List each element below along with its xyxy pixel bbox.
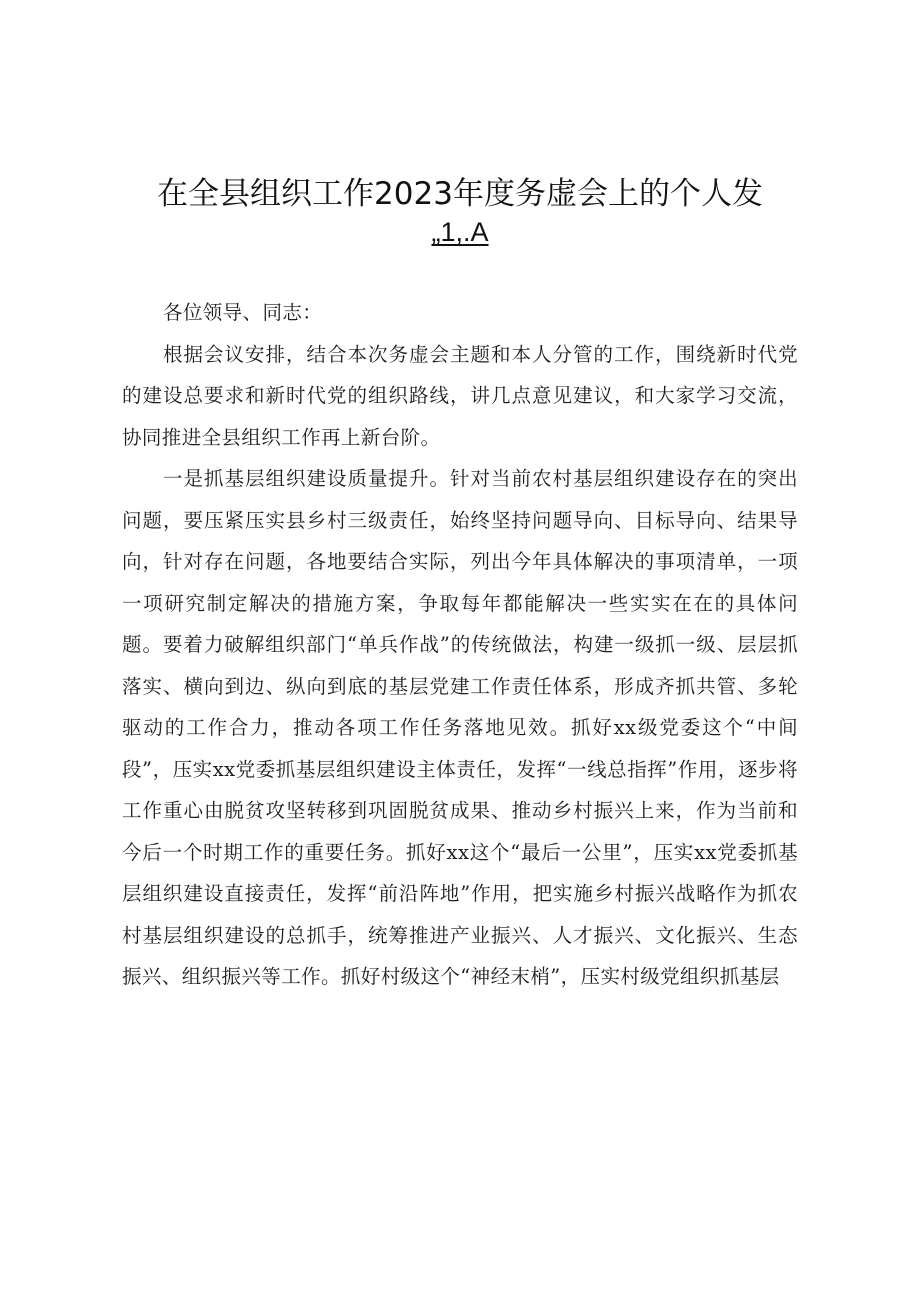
title-line-1: 在全县组织工作2023年度务虚会上的个人发 — [157, 176, 763, 212]
salutation: 各位领导、同志： — [162, 301, 323, 324]
document-title — [100, 176, 820, 251]
paragraph-point-one: 一是抓基层组织建设质量提升。针对当前农村基层组织建设存在的突出问题，要压紧压实县乡村三级责任，始终坚持问题导向、目标导向、结果导向，针对存在问题，各地要结合实际，列出今年具体解决的事项清单，一项一项研究制定解决的措施方案，争取每年都能解决一些实实在在的具体问题。要着力破解组织部门“单兵作战”的传统做法，构建一级抓一级、层层抓落实、横向到边、纵向到底的基层党建工作责任体系，形成齐抓共管、多轮驱动的工作合力，推动各项工作任务落地见效。抓好xx级党委这个“中间段”，压实xx党委抓基层组织建设主体责任，发挥“一线总指挥”作用，逐步将工作重心由脱贫攻坚转移到巩固脱贫成果、推动乡村振兴上来，作为当前和今后一个时期工作的重要任务。抓好xx这个“最后一公里”，压实xx党委抓基层组织建设直接责任，发挥“前沿阵地”作用，把实施乡村振兴战略作为抓农村基层组织建设的总抓手，统筹推进产业振兴、人才振兴、文化振兴、生态振兴、组织振兴等工作。抓好村级这个“神经末梢”，压实村级党组织抓基层 — [122, 467, 798, 988]
paragraph-intro: 根据会议安排，结合本次务虚会主题和本人分管的工作，围绕新时代党的建设总要求和新时代党的组织路线，讲几点意见建议，和大家学习交流，协同推进全县组织工作再上新台阶。 — [122, 342, 798, 449]
title-line-2: „1,.A — [431, 217, 489, 247]
document-body — [122, 292, 798, 998]
